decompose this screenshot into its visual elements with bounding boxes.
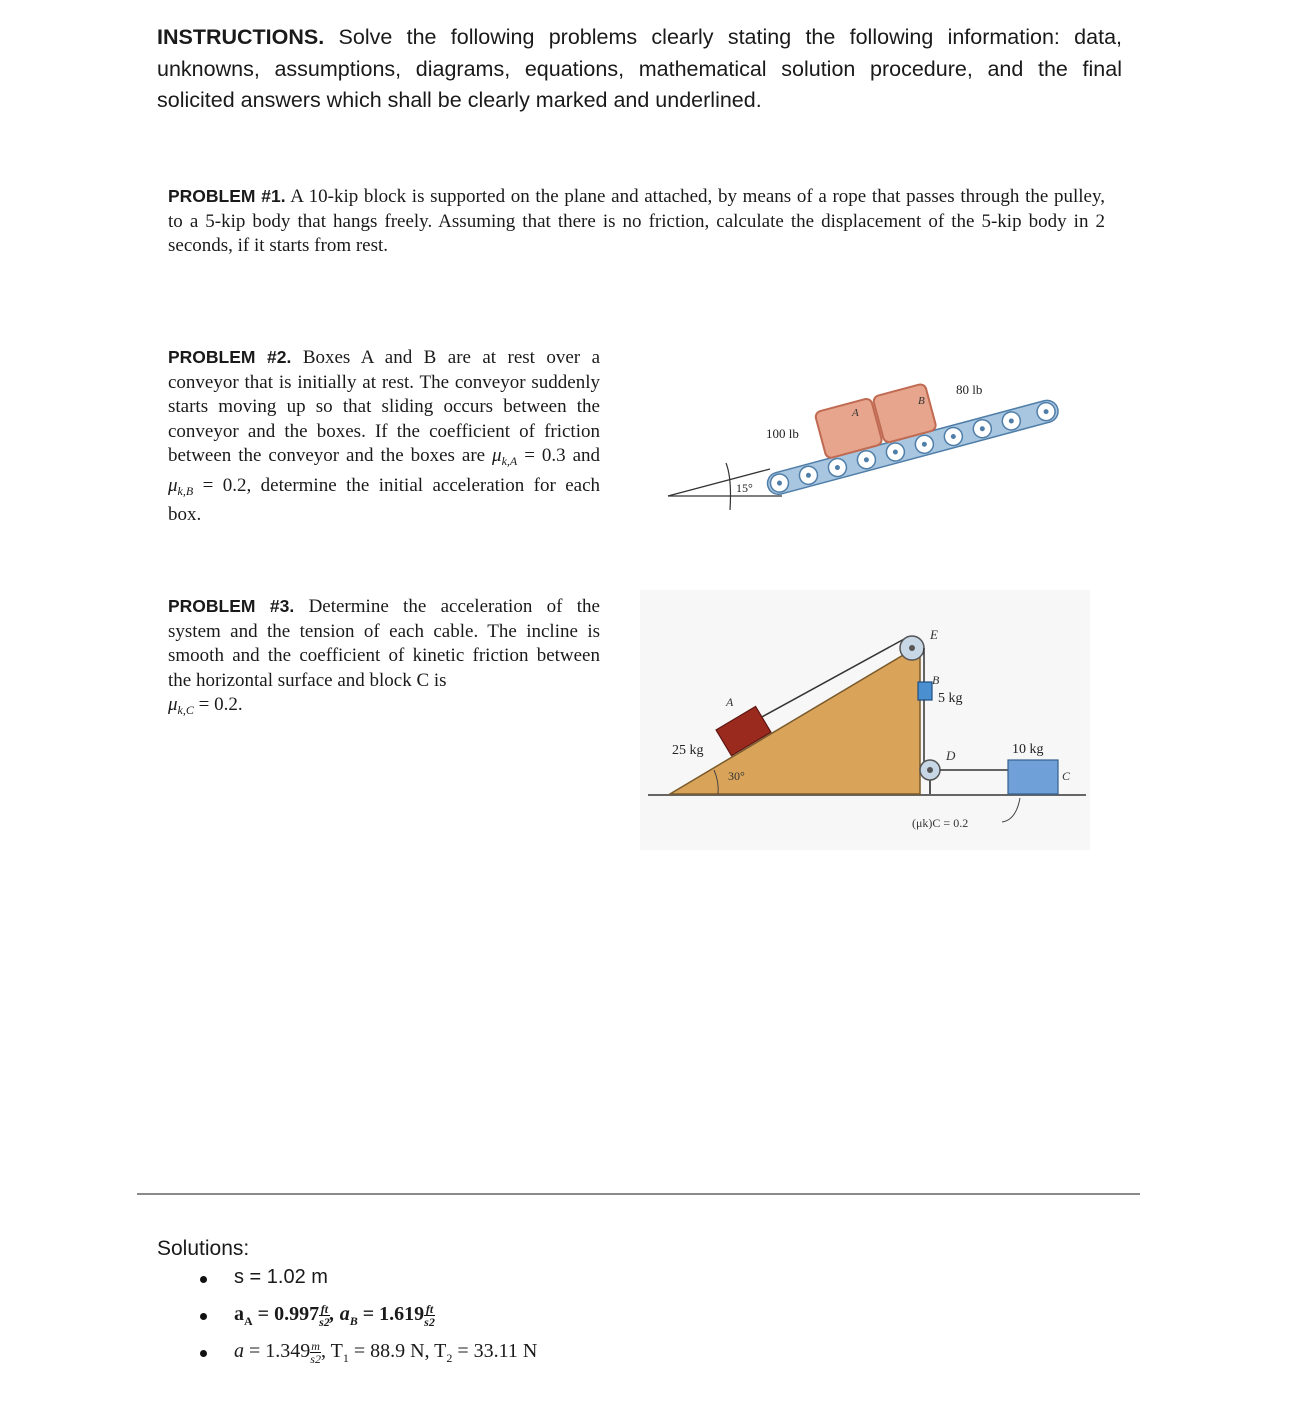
instructions-label: INSTRUCTIONS. bbox=[157, 25, 325, 49]
bullet-icon bbox=[200, 1313, 207, 1320]
problem-3-text: Determine the acceleration of the system and the tension of each cable. The incline is smooth and the coefficient of kinetic friction between the horizontal surface and block C is bbox=[168, 596, 600, 691]
s3-t1-sub: 1 bbox=[342, 1351, 349, 1366]
s3-t2-val: = 33.11 N bbox=[452, 1340, 538, 1363]
s3-a-val: = 1.349 bbox=[244, 1340, 311, 1363]
s2-unit-1-den: s2 bbox=[319, 1315, 330, 1329]
s2-b-var: , a bbox=[329, 1303, 350, 1326]
block-c-label: C bbox=[1062, 769, 1071, 783]
block-c-mass: 10 kg bbox=[1012, 742, 1044, 757]
solution-3-text bbox=[234, 1340, 537, 1366]
solution-1-text: s = 1.02 m bbox=[234, 1266, 328, 1288]
s2-unit-2-den: s2 bbox=[424, 1315, 435, 1329]
s3-unit bbox=[310, 1340, 321, 1365]
problem-1-text: A 10-kip block is supported on the plane and attached, by means of a rope that passes through the pulley, to a 5-kip body that hangs freely. Assuming that there is no friction, calculate the displacement of the 5-kip body in 2 seconds, if it starts from rest. bbox=[168, 186, 1105, 256]
block-b-mass: 5 kg bbox=[938, 691, 963, 706]
block-a-label: A bbox=[726, 695, 734, 709]
s2-a-var: a bbox=[234, 1303, 244, 1326]
pulley-e-label: E bbox=[930, 627, 938, 642]
problem-2-label: PROBLEM #2. bbox=[168, 347, 292, 367]
block-b bbox=[918, 682, 932, 700]
mu-c-value: = 0.2. bbox=[193, 694, 243, 715]
mu-b-value: = 0.2, bbox=[193, 474, 252, 496]
s3-unit-den: s2 bbox=[310, 1352, 321, 1366]
problem-1 bbox=[168, 184, 1105, 259]
block-a-mass: 25 kg bbox=[672, 743, 704, 758]
problem-2-text-a: Boxes A and B are at rest over a conveyor that is initially at rest. The conveyor suddenly starts moving up so that sliding occurs between the conveyor and the boxes. If the coefficient of friction between the conveyor and the boxes are bbox=[168, 347, 600, 466]
conveyor-figure bbox=[660, 360, 1080, 530]
problem-3 bbox=[168, 594, 600, 723]
s2-unit-2 bbox=[424, 1303, 435, 1328]
block-b-label: B bbox=[932, 673, 940, 687]
mu-c-subscript: k,C bbox=[177, 703, 194, 717]
problem-2-text-b: determine the initial acceleration for each box. bbox=[168, 474, 601, 525]
solutions-title: Solutions: bbox=[157, 1237, 250, 1260]
conveyor-angle-label: 15° bbox=[736, 481, 753, 495]
mu-c-symbol: μ bbox=[168, 694, 178, 715]
s2-a-val: = 0.997 bbox=[252, 1303, 320, 1326]
separator-line bbox=[137, 1193, 1140, 1195]
mu-b-subscript: k,B bbox=[177, 483, 194, 498]
s3-unit-num: m bbox=[311, 1339, 320, 1353]
mu-b-symbol: μ bbox=[168, 474, 178, 496]
s3-a-var: a bbox=[234, 1340, 244, 1363]
solution-2-text bbox=[234, 1303, 435, 1329]
friction-label: (μk)C = 0.2 bbox=[912, 816, 969, 830]
problem-3-label: PROBLEM #3. bbox=[168, 596, 295, 616]
mu-a-value: = 0.3 bbox=[517, 445, 566, 466]
incline-angle-label: 30° bbox=[728, 769, 745, 783]
instructions-paragraph bbox=[157, 22, 1122, 117]
bullet-icon bbox=[200, 1276, 207, 1283]
s3-t1: , T bbox=[320, 1340, 343, 1363]
s3-t2-sub: 2 bbox=[446, 1351, 453, 1366]
problem-2-and: and bbox=[565, 445, 601, 466]
problem-2 bbox=[168, 345, 600, 528]
s2-a-sub: A bbox=[244, 1314, 253, 1329]
s2-b-val: = 1.619 bbox=[357, 1303, 425, 1326]
s2-unit-1 bbox=[319, 1303, 330, 1328]
box-b-label: B bbox=[918, 395, 925, 407]
weight-b-label: 80 lb bbox=[956, 382, 983, 397]
s2-unit-2-num: ft bbox=[425, 1302, 434, 1316]
pulley-e-hub bbox=[909, 645, 915, 651]
s2-b-sub: B bbox=[349, 1314, 358, 1329]
bullet-icon bbox=[200, 1350, 207, 1357]
s3-t1-val: = 88.9 N, T bbox=[348, 1340, 447, 1363]
incline-figure bbox=[640, 590, 1090, 850]
block-c bbox=[1008, 760, 1058, 794]
pulley-d-label: D bbox=[946, 748, 956, 763]
instructions-text: Solve the following problems clearly stating the following information: data, unknowns, assumptions, diagrams, equations, mathematical solution procedure, and the final solicited answers which shall be clearly marked and underlined. bbox=[157, 25, 1122, 112]
angle-incline-line bbox=[668, 469, 770, 496]
problem-1-label: PROBLEM #1. bbox=[168, 186, 286, 206]
mu-a-subscript: k,A bbox=[501, 454, 518, 468]
s2-unit-1-num: ft bbox=[320, 1302, 329, 1316]
box-a-label: A bbox=[852, 407, 859, 419]
weight-a-label: 100 lb bbox=[766, 426, 799, 441]
angle-arc bbox=[726, 463, 731, 510]
mu-a-symbol: μ bbox=[492, 445, 502, 466]
pulley-d-hub bbox=[927, 767, 933, 773]
